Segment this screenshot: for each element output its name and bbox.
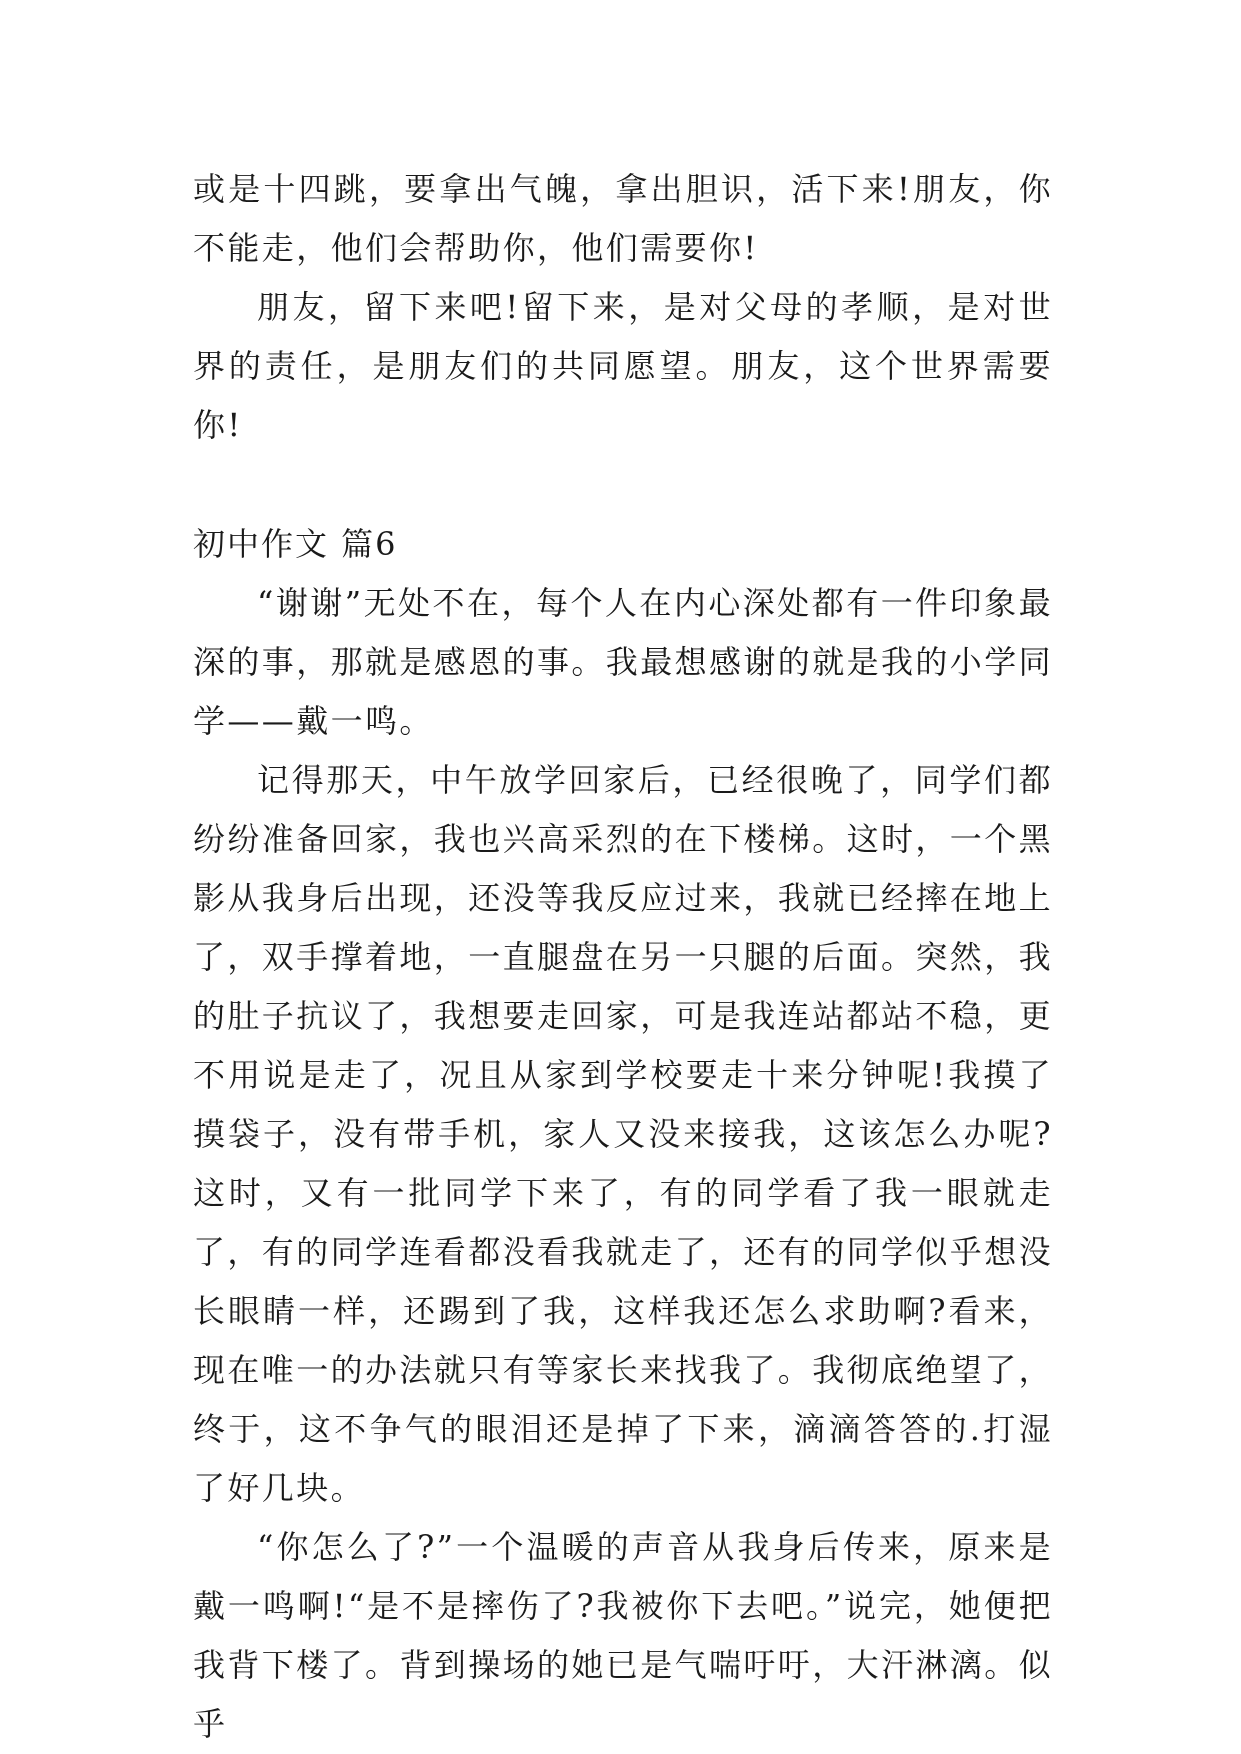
document-page <box>193 160 1053 1754</box>
prev-essay-paragraph-2: 朋友，留下来吧!留下来，是对父母的孝顺，是对世界的责任，是朋友们的共同愿望。朋友，这个世界需要你! <box>193 288 1053 444</box>
essay-paragraph-2: 记得那天，中午放学回家后，已经很晚了，同学们都纷纷准备回家，我也兴高采烈的在下楼梯。这时，一个黑影从我身后出现，还没等我反应过来，我就已经摔在地上了，双手撑着地，一直腿盘在另一只腿的后面。突然，我的肚子抗议了，我想要走回家，可是我连站都站不稳，更不用说是走了，况且从家到学校要走十来分钟呢!我摸了摸袋子，没有带手机，家人又没来接我，这该怎么办呢?这时，又有一批同学下来了，有的同学看了我一眼就走了，有的同学连看都没看我就走了，还有的同学似乎想没长眼睛一样，还踢到了我，这样我还怎么求助啊?看来，现在唯一的办法就只有等家长来找我了。我彻底绝望了，终于，这不争气的眼泪还是掉了下来，滴滴答答的.打湿了好几块。 <box>193 761 1054 1507</box>
essay-paragraph-3: “你怎么了?”一个温暖的声音从我身后传来，原来是戴一鸣啊!“是不是摔伤了?我被你下去吧。”说完，她便把我背下楼了。背到操场的她已是气喘吁吁，大汗淋漓。似乎 <box>193 1528 1054 1743</box>
prev-essay-paragraph-1: 或是十四跳，要拿出气魄，拿出胆识，活下来!朋友，你不能走，他们会帮助你，他们需要你! <box>193 170 1053 267</box>
essay-heading: 初中作文 篇6 <box>193 525 398 563</box>
essay-paragraph-1: “谢谢”无处不在，每个人在内心深处都有一件印象最深的事，那就是感恩的事。我最想感谢的就是我的小学同学——戴一鸣。 <box>193 584 1054 740</box>
